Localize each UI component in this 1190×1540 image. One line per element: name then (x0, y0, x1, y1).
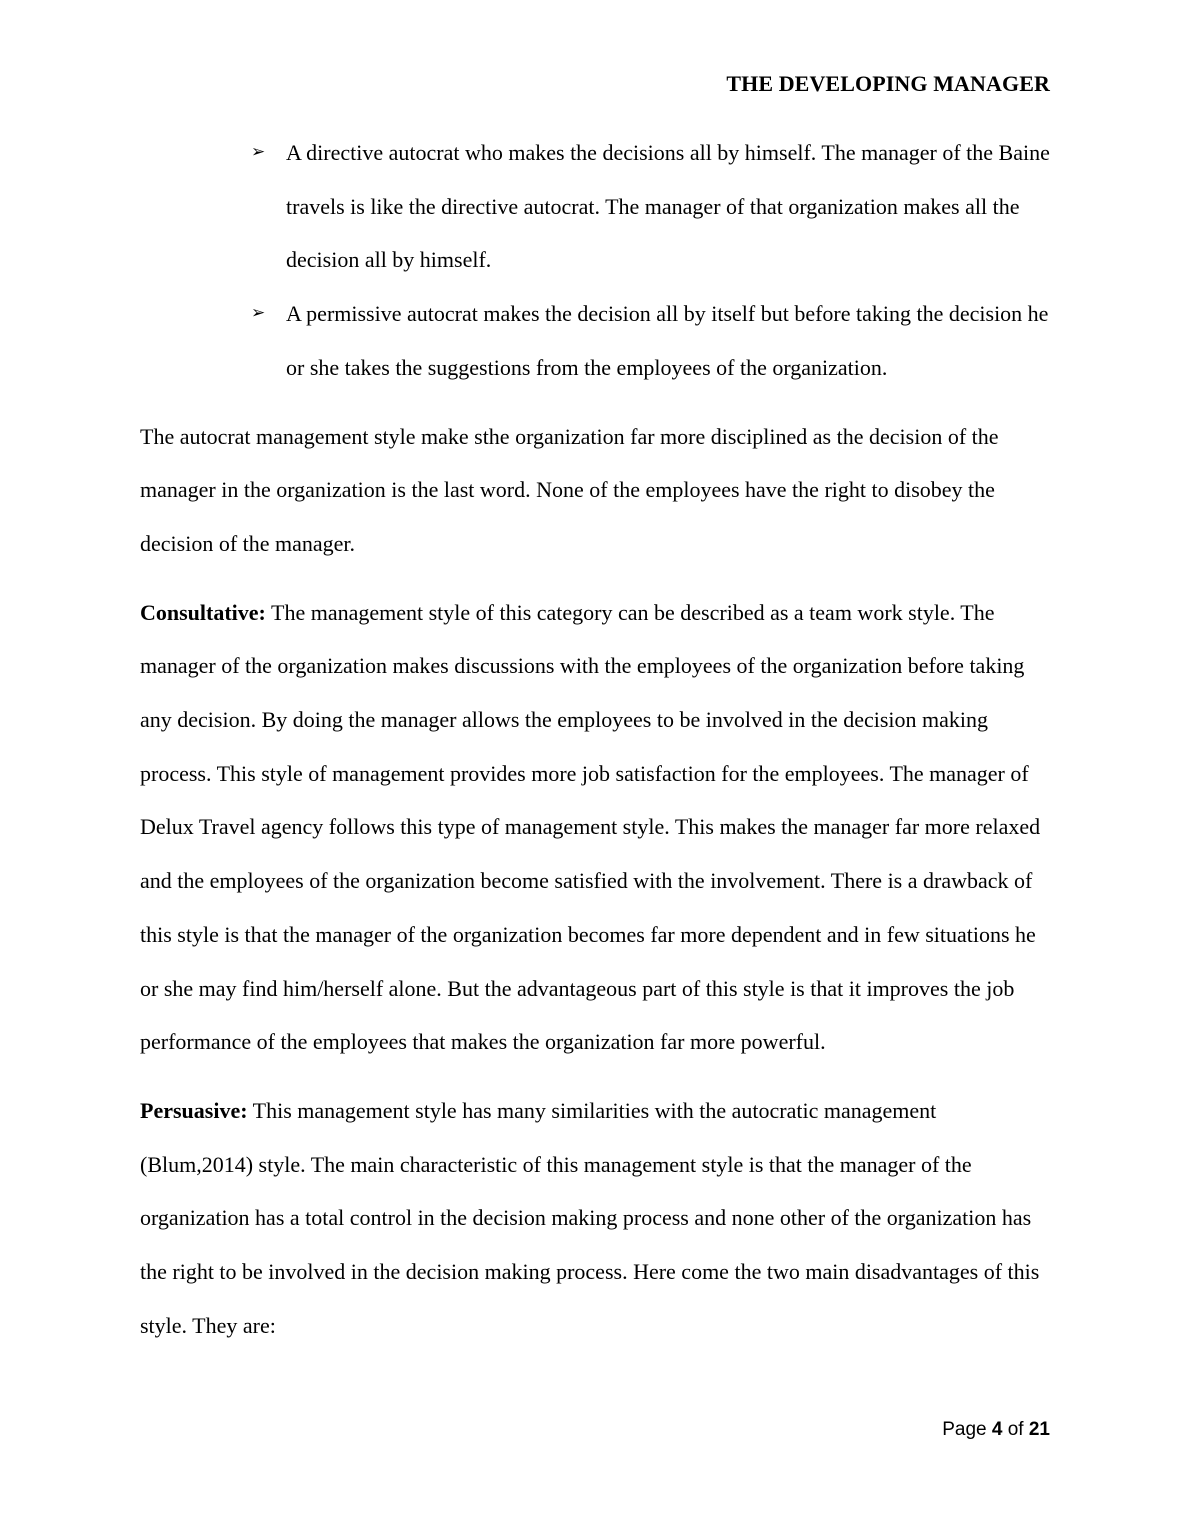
page-word: Page (942, 1419, 987, 1440)
paragraph-autocrat: The autocrat management style make sthe organization far more disciplined as the decision of the manager in the organization is the last word. None of the employees have the right to disobey the decision of the manager. (140, 423, 999, 556)
running-header: THE DEVELOPING MANAGER (726, 71, 1050, 96)
bullet-text: A directive autocrat who makes the decisions all by himself. The manager of the Baine travels is like the directive autocrat. The manager of that organization makes all the decision all by himself. (286, 140, 1050, 273)
arrow-bullet-icon: ➢ (251, 142, 266, 162)
list-item (140, 287, 1052, 394)
paragraph-consultative (140, 586, 1052, 1069)
persuasive-text: This management style has many similarities with the autocratic management (Blum,2014) style. The main characteristic of this management style is that the manager of the organization has a total control in the decision making process and none other of the organization has the right to be involved in the decision making process. Here come the two main disadvantages of this style. They are: (140, 1097, 1040, 1338)
document-body (140, 126, 1052, 1367)
bullet-text: A permissive autocrat makes the decision all by itself but before taking the decision he or she takes the suggestions from the employees of the organization. (286, 301, 1049, 380)
total-pages-number: 21 (1028, 1419, 1050, 1440)
paragraph-persuasive (140, 1084, 1052, 1353)
current-page-number: 4 (991, 1419, 1003, 1440)
bullet-list (140, 126, 1052, 395)
consultative-heading: Consultative: (140, 599, 266, 625)
consultative-text: The management style of this category can be described as a team work style. The manager of the organization makes discussions with the employees of the organization before taking any decision. By doing the manager allows the employees to be involved in the decision making process. This style of management provides more job satisfaction for the employees. The manager of Delux Travel agency follows this type of management style. This makes the manager far more relaxed and the employees of the organization become satisfied with the involvement. There is a drawback of this style is that the manager of the organization becomes far more dependent and in few situations he or she may find him/herself alone. But the advantageous part of this style is that it improves the job performance of the employees that makes the organization far more powerful. (140, 599, 1041, 1055)
page-number-footer (942, 1416, 1050, 1444)
arrow-bullet-icon: ➢ (251, 303, 266, 324)
list-item (140, 126, 1052, 287)
persuasive-heading: Persuasive: (140, 1097, 248, 1123)
of-word: of (1007, 1419, 1024, 1440)
